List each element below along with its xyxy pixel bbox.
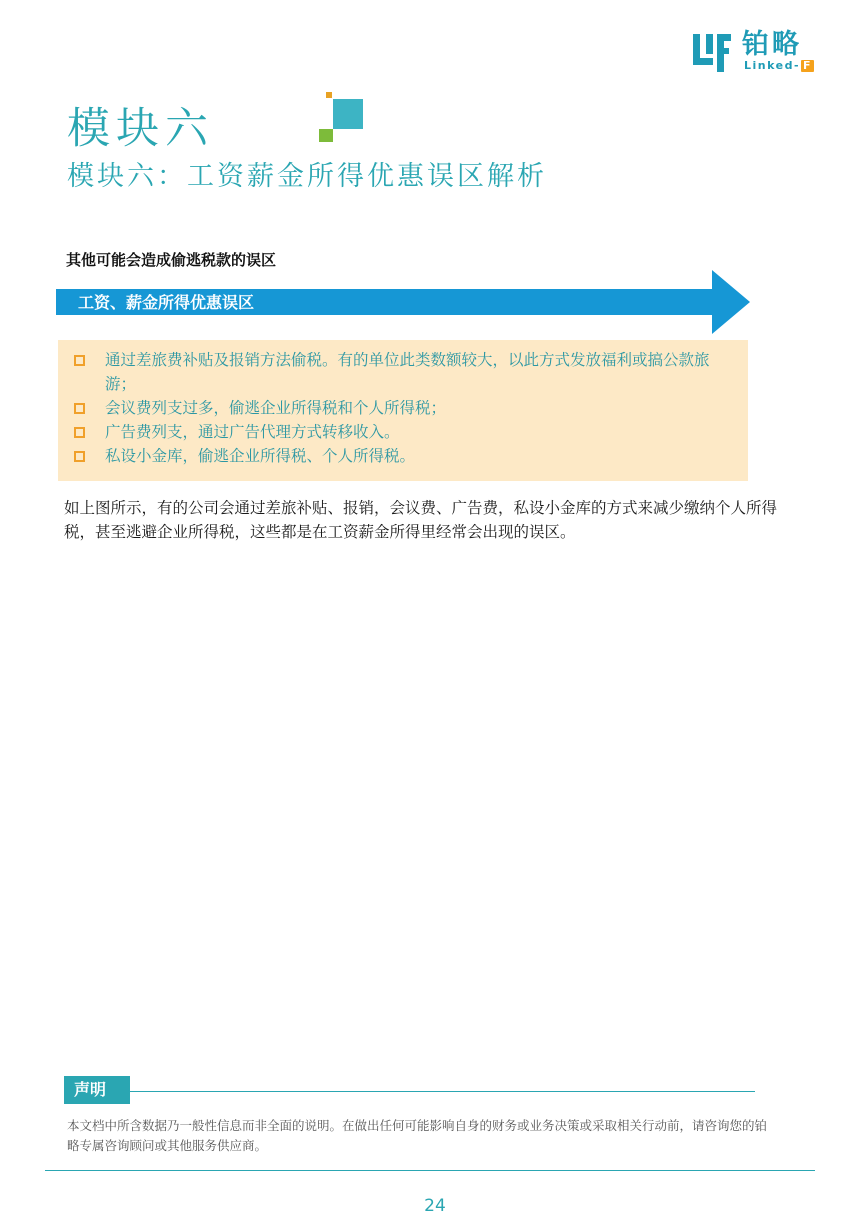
bullet-item <box>58 420 748 444</box>
page-number: 24 <box>424 1196 446 1216</box>
bullet-text: 会议费列支过多，偷逃企业所得税和个人所得税； <box>105 399 447 417</box>
decor-square-teal <box>333 99 363 129</box>
square-bullet-icon <box>74 427 85 438</box>
square-bullet-icon <box>74 355 85 366</box>
logo-name: 铂略 <box>742 29 802 60</box>
module-subtitle: 模块六：工资薪金所得优惠误区解析 <box>67 161 547 192</box>
declaration-label: 声明 <box>74 1080 107 1099</box>
declaration-divider <box>130 1091 755 1092</box>
arrow-banner-label: 工资、薪金所得优惠误区 <box>78 293 255 312</box>
logo-subtitle-badge: F <box>803 59 813 72</box>
body-paragraph: 如上图所示，有的公司会通过差旅补贴、报销，会议费、广告费，私设小金库的方式来减少缴纳个人所得税，甚至逃避企业所得税，这些都是在工资薪金所得里经常会出现的误区。 <box>64 499 778 541</box>
bullet-text: 通过差旅费补贴及报销方法偷税。有的单位此类数额较大，以此方式发放福利或搞公款旅游； <box>105 351 710 393</box>
square-bullet-icon <box>74 403 85 414</box>
bullet-list <box>58 348 748 468</box>
logo-subtitle-text: Linked- <box>744 59 801 72</box>
bullet-item <box>58 396 748 420</box>
declaration-text: 本文档中所含数据乃一般性信息而非全面的说明。在做出任何可能影响自身的财务或业务决策或采取相关行动前，请咨询您的铂略专属咨询顾问或其他服务供应商。 <box>67 1118 768 1153</box>
logo-subtitle <box>744 60 814 72</box>
bullet-item <box>58 348 748 396</box>
footer-divider <box>45 1170 815 1171</box>
bullet-text: 私设小金库，偷逃企业所得税、个人所得税。 <box>105 447 416 465</box>
module-title: 模块六 <box>67 104 214 154</box>
bullet-text: 广告费列支，通过广告代理方式转移收入。 <box>105 423 400 441</box>
bullet-box <box>58 340 748 481</box>
square-bullet-icon <box>74 451 85 462</box>
decor-square-green <box>319 129 333 142</box>
bullet-item <box>58 444 748 468</box>
section-heading: 其他可能会造成偷逃税款的误区 <box>66 251 277 269</box>
decor-square-orange <box>326 92 332 98</box>
linked-f-logo-icon <box>693 34 731 72</box>
